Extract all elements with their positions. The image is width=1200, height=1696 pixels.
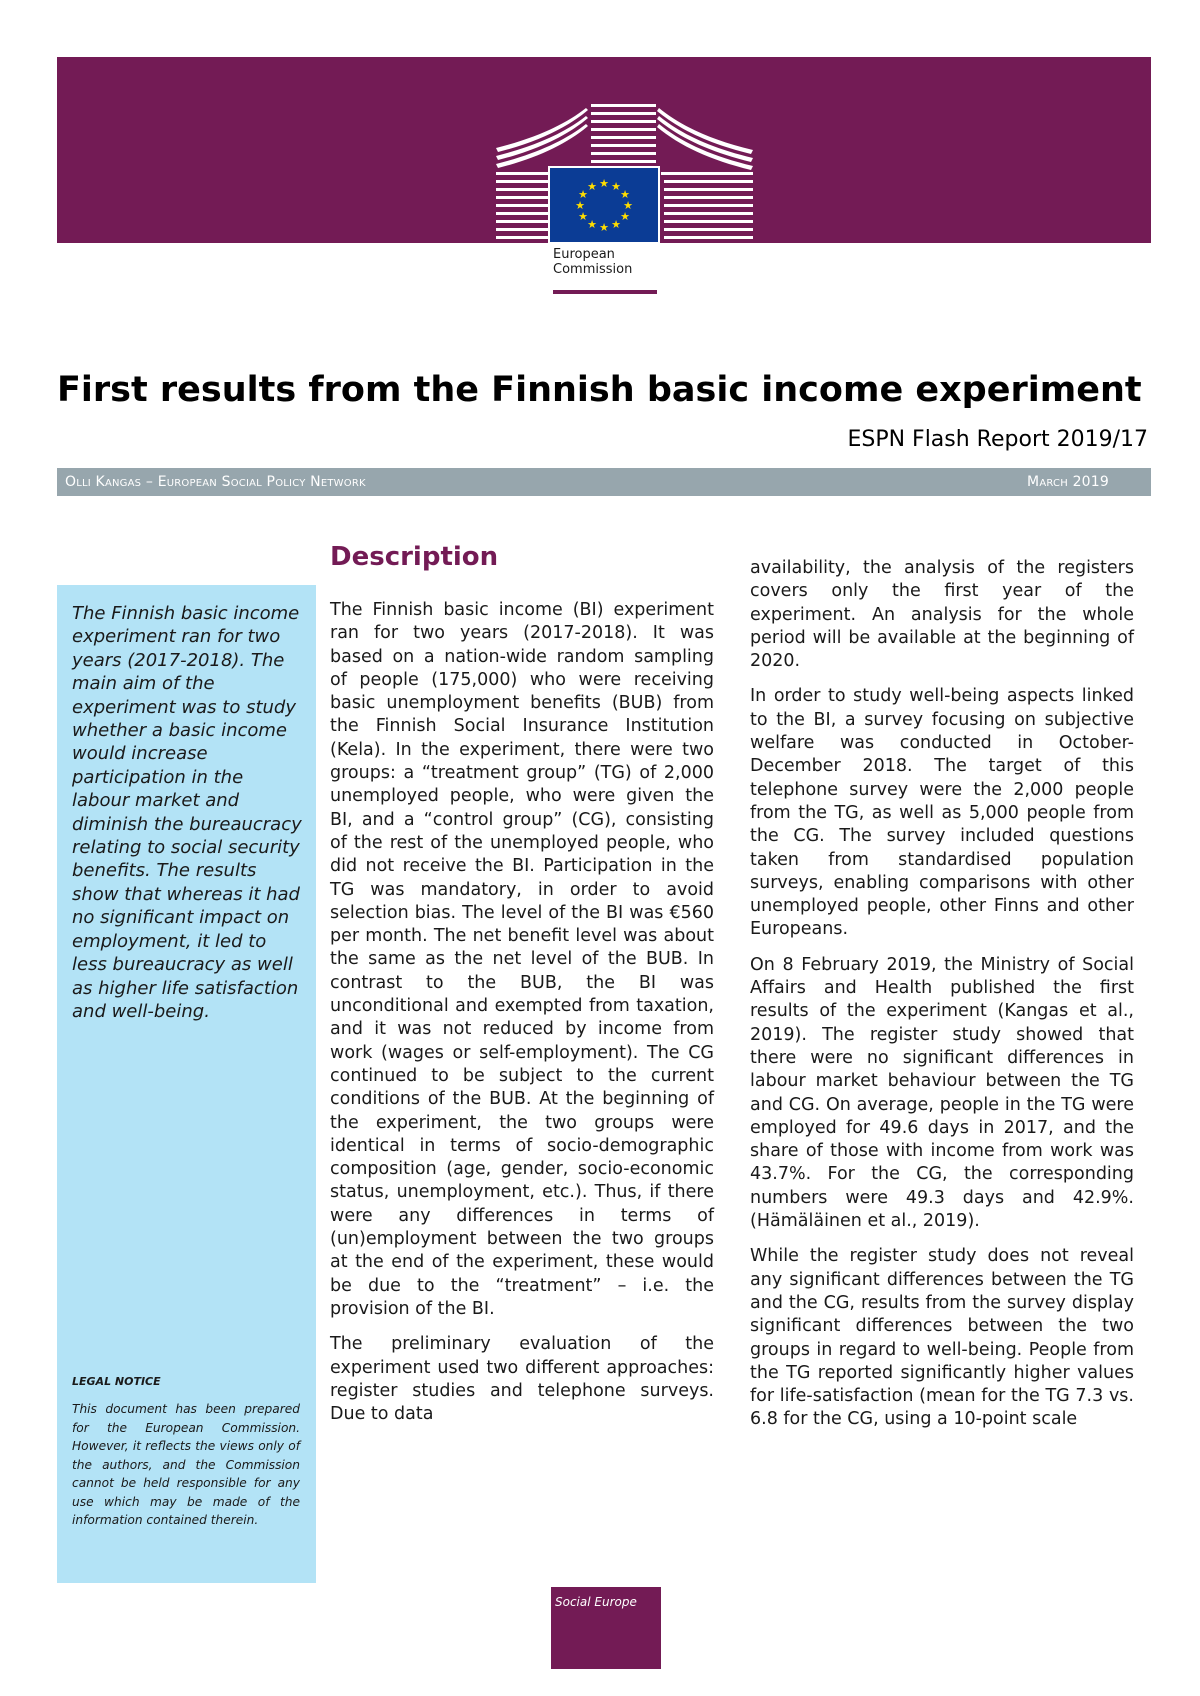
svg-text:★: ★ xyxy=(620,210,630,223)
footer-label: Social Europe xyxy=(555,1595,637,1609)
logo-line-2: Commission xyxy=(553,262,633,277)
svg-text:★: ★ xyxy=(611,218,621,231)
logo-underline xyxy=(553,290,657,294)
text-column-2 xyxy=(750,557,1134,1444)
eu-flag-icon xyxy=(548,166,660,244)
footer-badge xyxy=(551,1587,661,1669)
paragraph: The Finnish basic income (BI) experiment ran for two years (2017-2018). It was based on a nation-wide random sampling of people (175,000) who were receiving basic unemployment benefits (BUB) from the Finnish Social Insurance Institution (Kela). In the experiment, there were two groups: a “treatment group” (TG) of 2,000 unemployed people, who were given the BI, and a “control group” (CG), consisting of the rest of the unemployed people, who did not receive the BI. Participation in the TG was mandatory, in order to avoid selection bias. The level of the BI was €560 per month. The net benefit level was about the same as the net level of the BUB. In contrast to the BUB, the BI was unconditional and exempted from taxation, and it was not reduced by income from work (wages or self-employment). The CG continued to be subject to the current conditions of the BUB. At the beginning of the experiment, the two groups were identical in terms of socio-demographic composition (age, gender, socio-economic status, unemployment, etc.). Thus, if there were any differences in terms of (un)employment between the two groups at the end of the experiment, these would be due to the “treatment” – i.e. the provision of the BI. xyxy=(330,600,714,1319)
author-name: Olli Kangas – European Social Policy Network xyxy=(65,474,366,490)
logo-line-1: European xyxy=(553,247,615,262)
svg-text:★: ★ xyxy=(587,180,597,193)
svg-text:★: ★ xyxy=(578,210,588,223)
paragraph: The preliminary evaluation of the experiment used two different approaches: register studies and telephone surveys. Due to data xyxy=(330,1334,714,1425)
svg-text:★: ★ xyxy=(599,221,609,234)
paragraph: availability, the analysis of the registers covers only the first year of the experiment. An analysis for the whole period will be available at the beginning of 2020. xyxy=(750,558,1134,672)
summary-sidebar xyxy=(57,585,316,1583)
svg-text:★: ★ xyxy=(623,199,633,212)
svg-text:★: ★ xyxy=(578,188,588,201)
svg-text:★: ★ xyxy=(620,188,630,201)
svg-text:★: ★ xyxy=(587,218,597,231)
legal-notice-heading: LEGAL NOTICE xyxy=(72,1375,161,1388)
text-column-1 xyxy=(330,599,714,1438)
paragraph: In order to study well-being aspects linked to the BI, a survey focusing on subjective welfare was conducted in October-December 2018. The target of this telephone survey were the 2,000 people from the TG, as well as 5,000 people from the CG. The survey included questions taken from standardised population surveys, enabling comparisons with other unemployed people, other Finns and other Europeans. xyxy=(750,686,1134,940)
logo-wordmark xyxy=(553,243,663,295)
svg-text:★: ★ xyxy=(575,199,585,212)
paragraph: While the register study does not reveal any significant differences between the TG and the CG, results from the survey display significant differences between the two groups in regard to well-being. People from the TG reported significantly higher values for life-satisfaction (mean for the TG 7.3 vs. 6.8 for the CG, using a 10-point scale xyxy=(750,1246,1134,1430)
report-id: ESPN Flash Report 2019/17 xyxy=(847,427,1148,452)
svg-text:★: ★ xyxy=(599,177,609,190)
paragraph: On 8 February 2019, the Ministry of Social Affairs and Health published the first results of the experiment (Kangas et al., 2019). The register study showed that there were no significant differences in labour market behaviour between the TG and CG. On average, people in the TG were employed for 49.6 days in 2017, and the share of those with income from work was 43.7%. For the CG, the corresponding numbers were 49.3 days and 42.9%. (Hämäläinen et al., 2019). xyxy=(750,954,1134,1232)
publication-date: March 2019 xyxy=(1027,474,1109,490)
legal-notice-text: This document has been prepared for the European Commission. However, it reflects the views only of the authors, and the Commission cannot be held responsible for any use which may be made of the information contained therein. xyxy=(72,1402,300,1527)
section-heading: Description xyxy=(330,542,499,572)
summary-text: The Finnish basic income experiment ran for two years (2017-2018). The main aim of the experiment was to study whether a basic income would increase participation in the labour market and diminish the bureaucracy relating to social security benefits. The results show that whereas it had no significant impact on employment, it led to less bureaucracy as well as higher life satisfaction and well-being. xyxy=(72,603,302,1022)
author-bar xyxy=(57,468,1151,496)
svg-text:★: ★ xyxy=(611,180,621,193)
european-commission-logo xyxy=(496,100,753,296)
document-title: First results from the Finnish basic income experiment xyxy=(57,370,1142,410)
